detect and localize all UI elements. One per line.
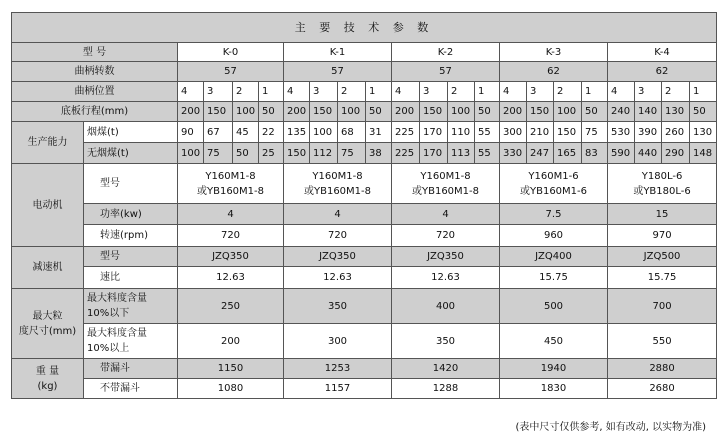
title-row: [12, 13, 717, 43]
with-hopper-label: 带漏斗: [84, 359, 178, 379]
anthracite-cell: 75: [338, 143, 366, 164]
plate-stroke-cell: 100: [554, 102, 582, 122]
reducer-label: 减速机: [12, 247, 84, 289]
reducer-model-row: [12, 247, 717, 267]
bituminous-cell: 67: [204, 122, 233, 143]
with-hopper-value: 1940: [500, 359, 608, 379]
bituminous-cell: 135: [284, 122, 310, 143]
size-above-value: 350: [392, 324, 500, 359]
reducer-model-value: JZQ350: [178, 247, 284, 267]
reducer-model-value: JZQ500: [608, 247, 717, 267]
crank-position-cell: 3: [527, 82, 554, 102]
motor-model-value: Y160M1-8 或YB160M1-8: [392, 164, 500, 204]
crank-position-cell: 2: [448, 82, 475, 102]
plate-stroke-cell: 50: [475, 102, 500, 122]
rpm-value: 720: [284, 225, 392, 247]
ratio-value: 12.63: [392, 267, 500, 289]
without-hopper-label: 不带漏斗: [84, 379, 178, 399]
bituminous-cell: 100: [310, 122, 338, 143]
plate-stroke-cell: 240: [608, 102, 635, 122]
anthracite-cell: 290: [662, 143, 690, 164]
rpm-value: 970: [608, 225, 717, 247]
bituminous-cell: 150: [554, 122, 582, 143]
with-hopper-value: 1253: [284, 359, 392, 379]
bituminous-cell: 390: [635, 122, 662, 143]
reducer-model-label: 型号: [84, 247, 178, 267]
table-title: 主 要 技 术 参 数: [12, 13, 717, 43]
without-hopper-row: [12, 379, 717, 399]
anthracite-cell: 225: [392, 143, 420, 164]
bituminous-cell: 300: [500, 122, 527, 143]
crank-position-cell: 4: [392, 82, 420, 102]
bituminous-cell: 31: [366, 122, 392, 143]
crank-position-cell: 1: [475, 82, 500, 102]
plate-stroke-cell: 200: [178, 102, 204, 122]
anthracite-cell: 113: [448, 143, 475, 164]
plate-stroke-cell: 200: [500, 102, 527, 122]
ratio-value: 15.75: [608, 267, 717, 289]
anthracite-cell: 38: [366, 143, 392, 164]
size-below-value: 700: [608, 289, 717, 324]
crank-position-cell: 2: [662, 82, 690, 102]
plate-stroke-cell: 50: [366, 102, 392, 122]
crank-speed-label: 曲柄转数: [12, 62, 178, 82]
crank-position-cell: 3: [420, 82, 448, 102]
crank-speed-value: 57: [178, 62, 284, 82]
plate-stroke-cell: 100: [448, 102, 475, 122]
rpm-label: 转速(rpm): [84, 225, 178, 247]
power-value: 7.5: [500, 204, 608, 225]
rpm-row: [12, 225, 717, 247]
power-value: 4: [178, 204, 284, 225]
anthracite-cell: 100: [178, 143, 204, 164]
power-value: 4: [284, 204, 392, 225]
size-below-value: 500: [500, 289, 608, 324]
anthracite-cell: 50: [233, 143, 259, 164]
model-k3: K-3: [500, 43, 608, 62]
bituminous-cell: 68: [338, 122, 366, 143]
anthracite-cell: 83: [582, 143, 608, 164]
bituminous-cell: 225: [392, 122, 420, 143]
crank-position-cell: 3: [204, 82, 233, 102]
bituminous-cell: 75: [582, 122, 608, 143]
crank-position-cell: 4: [500, 82, 527, 102]
anthracite-cell: 247: [527, 143, 554, 164]
crank-position-cell: 3: [310, 82, 338, 102]
model-k0: K-0: [178, 43, 284, 62]
without-hopper-value: 2680: [608, 379, 717, 399]
bituminous-cell: 45: [233, 122, 259, 143]
weight-label: 重 量 (kg): [12, 359, 84, 399]
anthracite-cell: 170: [420, 143, 448, 164]
bituminous-cell: 22: [259, 122, 284, 143]
without-hopper-value: 1830: [500, 379, 608, 399]
motor-label: 电动机: [12, 164, 84, 247]
capacity-label: 生产能力: [12, 122, 84, 164]
crank-position-cell: 1: [366, 82, 392, 102]
crank-position-cell: 4: [608, 82, 635, 102]
plate-stroke-cell: 150: [420, 102, 448, 122]
anthracite-cell: 55: [475, 143, 500, 164]
plate-stroke-cell: 50: [582, 102, 608, 122]
plate-stroke-cell: 150: [527, 102, 554, 122]
with-hopper-value: 2880: [608, 359, 717, 379]
ratio-value: 12.63: [178, 267, 284, 289]
motor-model-label: 型号: [84, 164, 178, 204]
rpm-value: 720: [178, 225, 284, 247]
ratio-label: 速比: [84, 267, 178, 289]
size-below-row: [12, 289, 717, 324]
size-below-value: 400: [392, 289, 500, 324]
anthracite-cell: 330: [500, 143, 527, 164]
plate-stroke-cell: 150: [310, 102, 338, 122]
plate-stroke-cell: 130: [662, 102, 690, 122]
anthracite-cell: 75: [204, 143, 233, 164]
with-hopper-value: 1150: [178, 359, 284, 379]
plate-stroke-cell: 140: [635, 102, 662, 122]
ratio-value: 15.75: [500, 267, 608, 289]
crank-position-cell: 3: [635, 82, 662, 102]
with-hopper-value: 1420: [392, 359, 500, 379]
anthracite-label: 无烟煤(t): [84, 143, 178, 164]
size-below-value: 250: [178, 289, 284, 324]
power-label: 功率(kw): [84, 204, 178, 225]
crank-speed-row: [12, 62, 717, 82]
motor-model-value: Y160M1-8 或YB160M1-8: [284, 164, 392, 204]
without-hopper-value: 1157: [284, 379, 392, 399]
power-value: 15: [608, 204, 717, 225]
anthracite-row: [12, 143, 717, 164]
motor-model-value: Y180L-6 或YB180L-6: [608, 164, 717, 204]
reducer-model-value: JZQ400: [500, 247, 608, 267]
crank-position-label: 曲柄位置: [12, 82, 178, 102]
anthracite-cell: 112: [310, 143, 338, 164]
plate-stroke-cell: 50: [259, 102, 284, 122]
crank-speed-value: 57: [392, 62, 500, 82]
without-hopper-value: 1288: [392, 379, 500, 399]
model-k2: K-2: [392, 43, 500, 62]
max-size-label: 最大粒 度尺寸(mm): [12, 289, 84, 359]
crank-position-cell: 2: [554, 82, 582, 102]
rpm-value: 720: [392, 225, 500, 247]
bituminous-cell: 260: [662, 122, 690, 143]
with-hopper-row: [12, 359, 717, 379]
bituminous-cell: 170: [420, 122, 448, 143]
anthracite-cell: 590: [608, 143, 635, 164]
plate-stroke-cell: 100: [233, 102, 259, 122]
anthracite-cell: 148: [690, 143, 717, 164]
ratio-row: [12, 267, 717, 289]
crank-position-cell: 1: [690, 82, 717, 102]
crank-position-row: [12, 82, 717, 102]
anthracite-cell: 150: [284, 143, 310, 164]
footnote: (表中尺寸仅供参考, 如有改动, 以实物为准): [515, 422, 706, 433]
motor-model-value: Y160M1-8 或YB160M1-8: [178, 164, 284, 204]
anthracite-cell: 165: [554, 143, 582, 164]
ratio-value: 12.63: [284, 267, 392, 289]
crank-position-cell: 2: [233, 82, 259, 102]
bituminous-cell: 130: [690, 122, 717, 143]
size-below-value: 350: [284, 289, 392, 324]
bituminous-cell: 110: [448, 122, 475, 143]
crank-speed-value: 62: [608, 62, 717, 82]
plate-stroke-label: 底板行程(mm): [12, 102, 178, 122]
model-k4: K-4: [608, 43, 717, 62]
bituminous-cell: 90: [178, 122, 204, 143]
rpm-value: 960: [500, 225, 608, 247]
size-above-label: 最大料度含量 10%以上: [84, 324, 178, 359]
reducer-model-value: JZQ350: [392, 247, 500, 267]
plate-stroke-cell: 100: [338, 102, 366, 122]
size-above-value: 300: [284, 324, 392, 359]
crank-position-cell: 1: [582, 82, 608, 102]
size-above-row: [12, 324, 717, 359]
crank-speed-value: 62: [500, 62, 608, 82]
crank-position-cell: 4: [284, 82, 310, 102]
motor-model-row: [12, 164, 717, 204]
plate-stroke-cell: 200: [284, 102, 310, 122]
plate-stroke-row: [12, 102, 717, 122]
motor-model-value: Y160M1-6 或YB160M1-6: [500, 164, 608, 204]
anthracite-cell: 25: [259, 143, 284, 164]
bituminous-cell: 55: [475, 122, 500, 143]
plate-stroke-cell: 200: [392, 102, 420, 122]
plate-stroke-cell: 50: [690, 102, 717, 122]
model-k1: K-1: [284, 43, 392, 62]
plate-stroke-cell: 150: [204, 102, 233, 122]
power-row: [12, 204, 717, 225]
size-above-value: 550: [608, 324, 717, 359]
bituminous-cell: 530: [608, 122, 635, 143]
model-row: [12, 43, 717, 62]
spec-table: [11, 12, 717, 399]
without-hopper-value: 1080: [178, 379, 284, 399]
crank-position-cell: 1: [259, 82, 284, 102]
model-label: 型 号: [12, 43, 178, 62]
size-above-value: 450: [500, 324, 608, 359]
bituminous-label: 烟煤(t): [84, 122, 178, 143]
bituminous-row: [12, 122, 717, 143]
crank-position-cell: 2: [338, 82, 366, 102]
size-above-value: 200: [178, 324, 284, 359]
reducer-model-value: JZQ350: [284, 247, 392, 267]
size-below-label: 最大料度含量 10%以下: [84, 289, 178, 324]
anthracite-cell: 440: [635, 143, 662, 164]
crank-position-cell: 4: [178, 82, 204, 102]
power-value: 4: [392, 204, 500, 225]
crank-speed-value: 57: [284, 62, 392, 82]
bituminous-cell: 210: [527, 122, 554, 143]
